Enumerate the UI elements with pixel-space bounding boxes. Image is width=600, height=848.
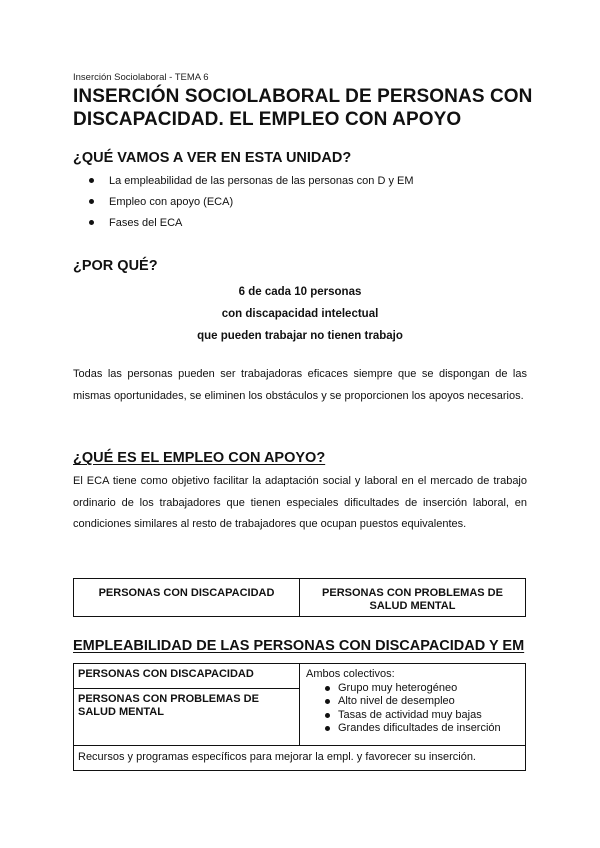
section-heading-overview: ¿QUÉ VAMOS A VER EN ESTA UNIDAD? bbox=[73, 150, 352, 166]
bullet-icon bbox=[325, 713, 330, 718]
section-heading-employability: EMPLEABILIDAD DE LAS PERSONAS CON DISCAPACIDAD Y EM bbox=[73, 638, 525, 654]
target-group-mental-health: PERSONAS CON PROBLEMAS DE SALUD MENTAL bbox=[322, 587, 503, 612]
group-disability-cell: PERSONAS CON DISCAPACIDAD bbox=[74, 664, 299, 689]
list-item-text: Tasas de actividad muy bajas bbox=[338, 708, 482, 721]
bullet-icon bbox=[89, 199, 94, 204]
table-footer-row: Recursos y programas específicos para mejorar la empl. y favorecer su inserción. bbox=[78, 751, 476, 763]
list-item-text: Grandes dificultades de inserción bbox=[338, 722, 501, 734]
list-item-text: Empleo con apoyo (ECA) bbox=[109, 196, 234, 208]
overview-list bbox=[73, 174, 414, 237]
list-item bbox=[306, 682, 519, 696]
statistic-line: con discapacidad intelectual bbox=[221, 308, 379, 320]
shared-traits-list bbox=[306, 682, 519, 736]
shared-traits-intro: Ambos colectivos: bbox=[306, 668, 395, 680]
target-group-disability: PERSONAS CON DISCAPACIDAD bbox=[74, 579, 300, 616]
statistic-line: que pueden trabajar no tienen trabajo bbox=[197, 330, 403, 342]
list-item bbox=[73, 195, 414, 216]
list-item bbox=[306, 695, 519, 709]
page-title-line-2: DISCAPACIDAD. EL EMPLEO CON APOYO bbox=[73, 109, 462, 130]
bullet-icon bbox=[325, 699, 330, 704]
shared-traits-cell bbox=[300, 664, 525, 745]
section-heading-why: ¿POR QUÉ? bbox=[73, 258, 158, 274]
list-item-text: La empleabilidad de las personas de las personas con D y EM bbox=[109, 175, 414, 187]
table-row bbox=[74, 664, 525, 746]
list-item bbox=[73, 174, 414, 195]
page-title-line-1: INSERCIÓN SOCIOLABORAL DE PERSONAS CON bbox=[73, 86, 533, 107]
bullet-icon bbox=[325, 686, 330, 691]
why-paragraph: Todas las personas pueden ser trabajadoras eficaces siempre que se dispongan de las mismas oportunidades, se eliminen los obstáculos y se proporcionen los apoyos necesarios. bbox=[73, 368, 527, 402]
employability-table bbox=[73, 663, 526, 771]
list-item bbox=[73, 216, 414, 237]
bullet-icon bbox=[325, 726, 330, 731]
statistic-callout bbox=[73, 281, 527, 347]
target-groups-box bbox=[73, 578, 526, 617]
groups-column bbox=[74, 664, 300, 745]
list-item bbox=[306, 722, 519, 736]
page-title bbox=[73, 85, 543, 131]
running-header: Inserción Sociolaboral - TEMA 6 bbox=[73, 72, 209, 83]
section-heading-supported-employment: ¿QUÉ ES EL EMPLEO CON APOYO? bbox=[73, 450, 326, 466]
list-item-text: Fases del ECA bbox=[109, 217, 183, 229]
list-item-text: Grupo muy heterogéneo bbox=[338, 681, 458, 694]
bullet-icon bbox=[89, 178, 94, 183]
list-item bbox=[306, 709, 519, 723]
statistic-line: 6 de cada 10 personas bbox=[238, 286, 362, 298]
list-item-text: Alto nivel de desempleo bbox=[338, 695, 455, 707]
group-mental-health-cell: PERSONAS CON PROBLEMAS DE SALUD MENTAL bbox=[78, 693, 259, 718]
supported-employment-paragraph: El ECA tiene como objetivo facilitar la adaptación social y laboral en el mercado de trabajo ordinario de los trabajadores que tienen especiales dificultades de inserción laboral, en condiciones similares al resto de trabajadores que ocupan puestos equivalentes. bbox=[73, 475, 527, 530]
bullet-icon bbox=[89, 220, 94, 225]
